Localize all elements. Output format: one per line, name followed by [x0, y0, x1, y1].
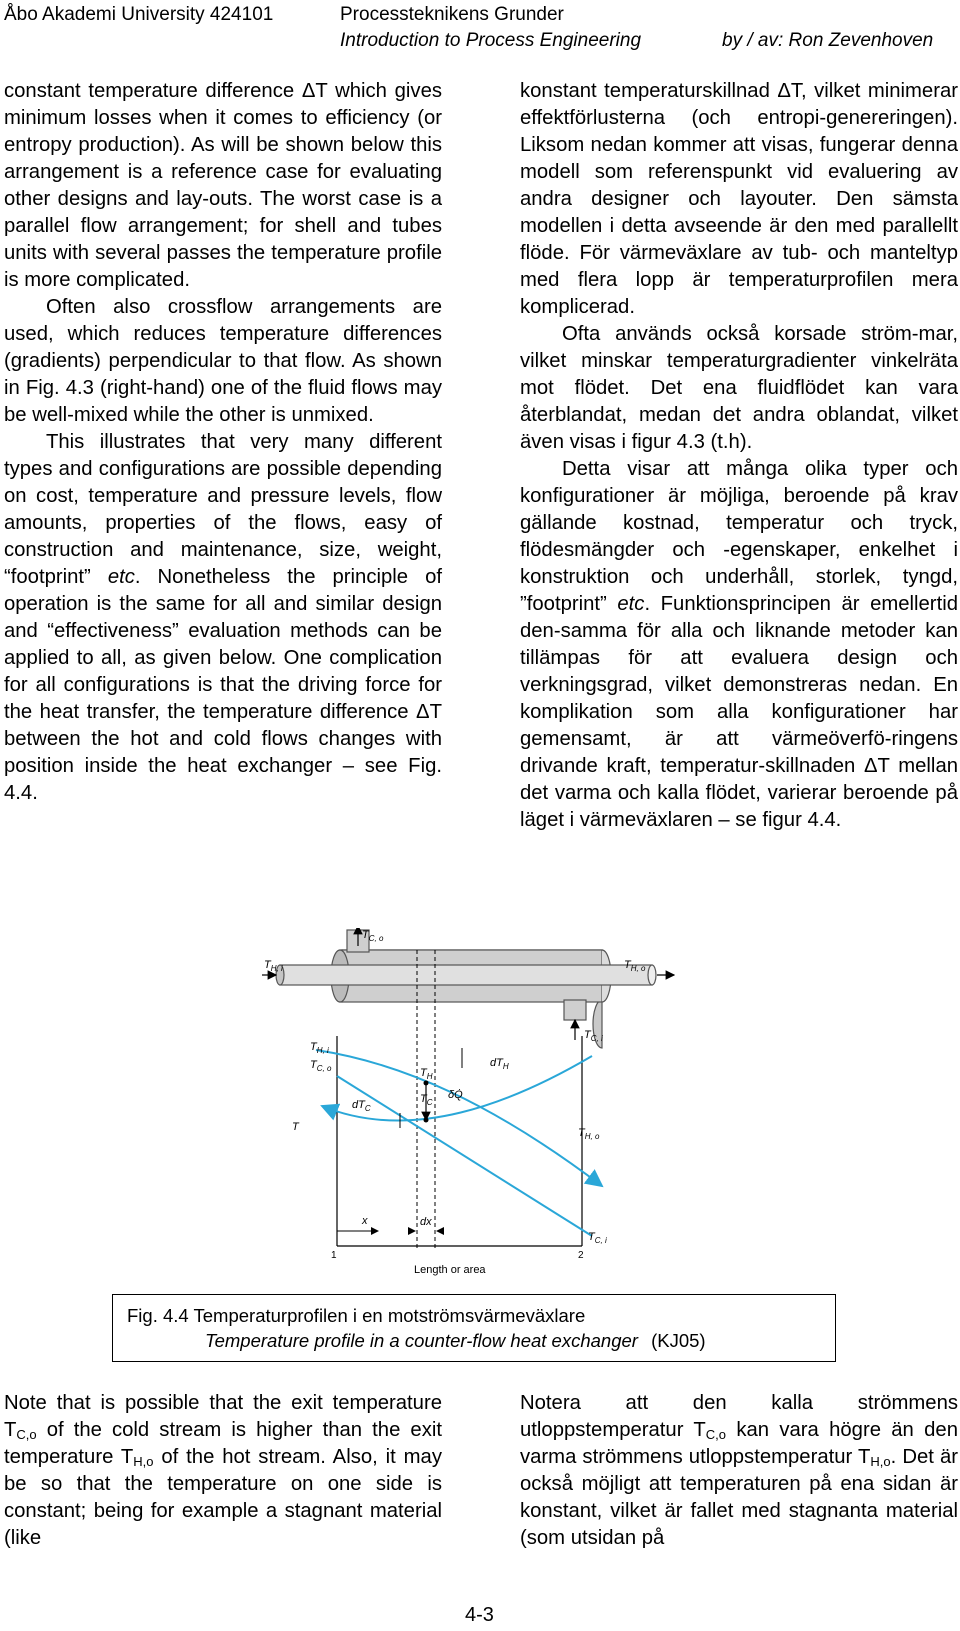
paragraph: konstant temperaturskillnad ΔT, vilket minimerar effektförlusterna (och entropi-genereringen). Liksom nedan kommer att visas, fungerar denna modell som referenspunkt vid evaluering av andra designer och layouter. Den sämsta modellen i detta avseende är den med parallellt flöde. För värmeväxlare av tub- och manteltyp med flera lopp är temperaturprofilen mera komplicerad. [520, 80, 958, 318]
label-thi: $T_{H, i}$ [310, 1041, 329, 1055]
paragraph: constant temperature difference ΔT which gives minimum losses when it comes to efficiency (or entropy production). As will be shown below this arrangement is a reference case for evaluating other designs and lay-outs. The worst case is a parallel flow arrangement; for shell and tubes units with several passes the temperature profile is more complicated. [4, 80, 442, 291]
caption-line-2: Temperature profile in a counter-flow heat exchanger (KJ05) [205, 1330, 706, 1351]
label-tho-right: $T_{H, o}$ [624, 959, 646, 973]
header-course-en: Introduction to Process Engineering [340, 30, 642, 51]
paragraph: Ofta används också korsade ström-mar, vilket minskar temperaturgradienter vinkelräta mot flödet. Det ena fluidflödet kan vara återblandat, medan det andra oblandat, vilket även visas i figur 4.3 (t.h). [520, 323, 958, 453]
label-x: x [362, 1215, 368, 1227]
left-column-text [4, 78, 442, 807]
figure-caption [112, 1294, 836, 1362]
label-t-axis: T [292, 1121, 299, 1133]
paragraph: Detta visar att många olika typer och konfigurationer är möjliga, beroende på krav gällande kostnad, temperatur och tryck, flödesmängder och -egenskaper, enkelhet i konstruktion och underhåll, storlek, tyngd, ”footprint” etc. Funktionsprincipen är emellertid den-samma för alla och liknande metoder kan tillämpas för att evaluera design och verkningsgrad, vilket demonstreras nedan. En komplikation som alla konfigurationer har gemensamt, är att värmeöverfö-ringens drivande kraft, temperatur-skillnaden ΔT mellan det varma och kalla flödet, varierar beroende på läget i värmeväxlaren – se figur 4.4. [520, 458, 958, 831]
caption-line-1: Fig. 4.4 Temperaturprofilen i en motströmsvärmeväxlare [127, 1305, 586, 1326]
label-dq: δQ̇ [448, 1089, 463, 1101]
label-pos1: 1 [331, 1250, 337, 1261]
heat-exchanger-figure [262, 928, 682, 1283]
shell-pipe [276, 930, 656, 1048]
label-tco-top: $T_{C, o}$ [362, 929, 384, 943]
label-dtc: $dT_C$ [352, 1099, 371, 1113]
label-th: $T_H$ [420, 1067, 433, 1081]
paragraph: Note that is possible that the exit temperature $T_{C,o}$ of the cold stream is higher than the exit temperature $T_{H,o}$ of the hot stream. Also, it may be so that the temperature on one side is constant; being for example a stagnant material (like [4, 1392, 442, 1549]
label-tci: $T_{C, i}$ [588, 1231, 607, 1245]
header-author: by / av: Ron Zevenhoven [722, 30, 934, 51]
label-tho: $T_{H, o}$ [578, 1127, 600, 1141]
right-bottom-text [520, 1390, 958, 1552]
label-tci-top: $T_{C, i}$ [584, 1029, 603, 1043]
label-dx: dx [420, 1216, 432, 1228]
page-number: 4-3 [465, 1604, 494, 1626]
left-bottom-text [4, 1390, 442, 1552]
label-pos2: 2 [578, 1250, 584, 1261]
label-length-area: Length or area [414, 1264, 486, 1276]
header-course-sv: Processteknikens Grunder [340, 4, 564, 25]
label-tco: $T_{C, o}$ [310, 1059, 332, 1073]
hot-stream-curve [316, 1050, 602, 1186]
label-dth: $dT_H$ [490, 1057, 509, 1071]
label-thi-left: $T_{H, i}$ [264, 959, 283, 973]
label-tc: $T_C$ [420, 1093, 433, 1107]
paragraph: Often also crossflow arrangements are used, which reduces temperature differences (gradients) perpendicular to that flow. As shown in Fig. 4.3 (right-hand) one of the fluid flows may be well-mixed while the other is unmixed. [4, 296, 442, 426]
right-column-text [520, 78, 958, 834]
cold-stream-line [337, 1076, 592, 1236]
paragraph: This illustrates that very many different types and configurations are possible depending on cost, temperature and pressure levels, flow amounts, properties of the flows, easy of construction and maintenance, size, weight, “footprint” etc. Nonetheless the principle of operation is the same for all and similar design and “effectiveness” evaluation methods can be applied to all, as given below. One complication for all configurations is that the driving force for the heat transfer, the temperature difference ΔT between the hot and cold flows changes with position inside the heat exchanger – see Fig. 4.4. [4, 431, 442, 804]
paragraph: Notera att den kalla strömmens utloppstemperatur $T_{C,o}$ kan vara högre än den varma strömmens utloppstemperatur $T_{H,o}$. Det är också möjligt att temperaturen på ena sidan är konstant, vilket är fallet med stagnanta material (som utsidan på [520, 1392, 958, 1549]
header-university: Åbo Akademi University 424101 [4, 4, 274, 25]
